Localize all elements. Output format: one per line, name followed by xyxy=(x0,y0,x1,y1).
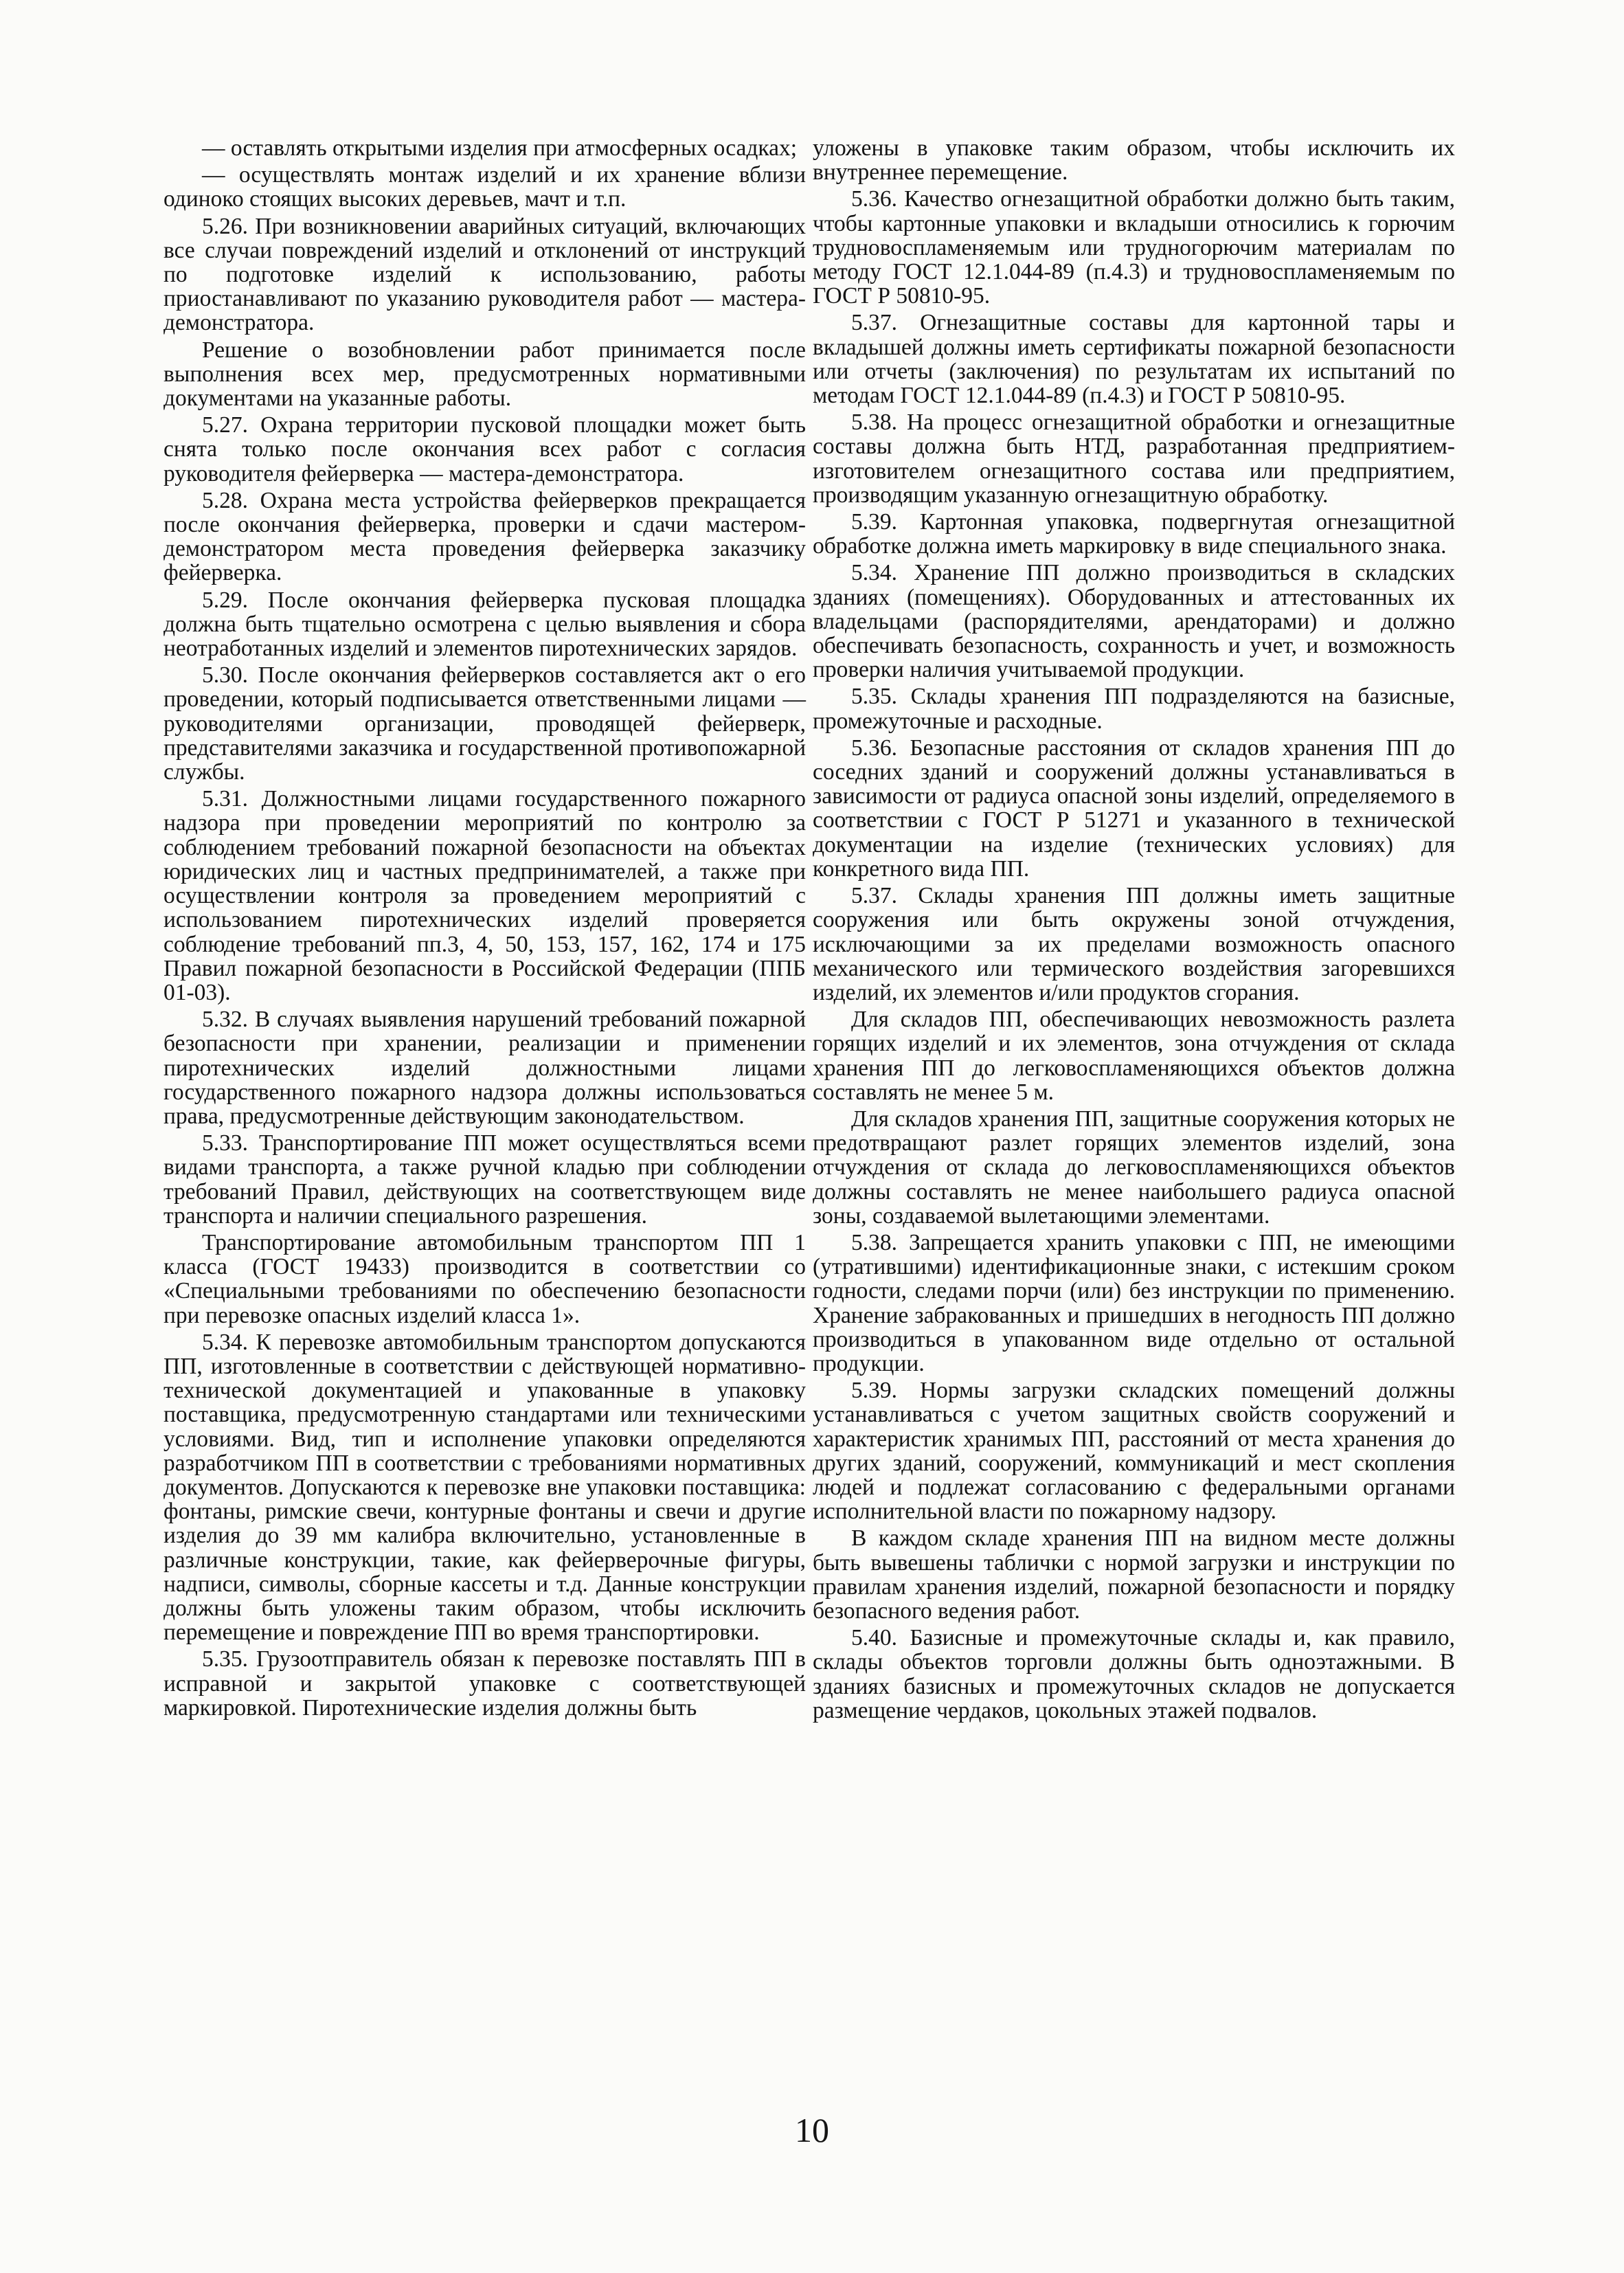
paragraph: 5.34. К перевозке автомобильным транспортом допускаются ПП, изготовленные в соответствии с действующей нормативно-технической документацией и упакованные в упаковку поставщика, предусмотренную стандартами или техническими условиями. Вид, тип и исполнение упаковки определяются разработчиком ПП в соответствии с требованиями нормативных документов. Допускаются к перевозке вне упаковки поставщика: фонтаны, римские свечи, контурные фонтаны и свечи и другие изделия до 39 мм калибра включительно, установленные в различные конструкции, такие, как фейерверочные фигуры, надписи, символы, сборные кассеты и т.д. Данные конструкции должны быть уложены таким образом, чтобы исключить перемещение и повреждение ПП во время транспортировки. xyxy=(163,1329,806,1646)
paragraph: Для складов хранения ПП, защитные сооружения которых не предотвращают разлет горящих элементов изделий, зона отчуждения от склада до легковоспламеняющихся объектов должны составлять не менее наибольшего радиуса опасной зоны, создаваемой вылетающими элементами. xyxy=(813,1106,1455,1229)
paragraph: 5.37. Огнезащитные составы для картонной тары и вкладышей должны иметь сертификаты пожарной безопасности или отчеты (заключения) по результатам их испытаний по методам ГОСТ 12.1.044-89 (п.4.3) и ГОСТ Р 50810-95. xyxy=(813,310,1455,409)
paragraph: 5.38. Запрещается хранить упаковки с ПП, не имеющими (утратившими) идентификационные знаки, с истекшим сроком годности, следами порчи (или) без инструкции по применению. Хранение забракованных и пришедших в негодность ПП должно производиться в упакованном виде отдельно от остальной продукции. xyxy=(813,1229,1455,1376)
paragraph: 5.28. Охрана места устройства фейерверков прекращается после окончания фейерверка, проверки и сдачи мастером-демонстратором места проведения фейерверка заказчику фейерверка. xyxy=(163,487,806,586)
paragraph: 5.31. Должностными лицами государственного пожарного надзора при проведении мероприятий по контролю за соблюдением требований пожарной безопасности на объектах юридических лиц и частных предпринимателей, а также при осуществлении контроля за проведением мероприятий с использованием пиротехнических изделий проверяется соблюдение требований пп.3, 4, 50, 153, 157, 162, 174 и 175 Правил пожарной безопасности в Российской Федерации (ППБ 01-03). xyxy=(163,786,806,1005)
page-number: 10 xyxy=(795,2111,829,2149)
paragraph: 5.36. Качество огнезащитной обработки должно быть таким, чтобы картонные упаковки и вкладыши относились к горючим трудновоспламеняемым или трудногорючим материалам по методу ГОСТ 12.1.044-89 (п.4.3) и трудновоспламеняемым по ГОСТ Р 50810-95. xyxy=(813,186,1455,309)
paragraph: Решение о возобновлении работ принимается после выполнения всех мер, предусмотренных нормативными документами на указанные работы. xyxy=(163,337,806,412)
paragraph: 5.26. При возникновении аварийных ситуаций, включающих все случаи повреждений изделий и отклонений от инструкций по подготовке изделий к использованию, работы приостанавливают по указанию руководителя работ — мастера-демонстратора. xyxy=(163,213,806,336)
paragraph: 5.38. На процесс огнезащитной обработки и огнезащитные составы должна быть НТД, разработанная предприятием-изготовителем огнезащитного состава или предприятием, производящим указанную огнезащитную обработку. xyxy=(813,410,1455,508)
paragraph: Для складов ПП, обеспечивающих невозможность разлета горящих изделий и их элементов, зона отчуждения от склада хранения ПП до легковоспламеняющихся объектов должна составлять не менее 5 м. xyxy=(813,1007,1455,1105)
paragraph: 5.40. Базисные и промежуточные склады и, как правило, склады объектов торговли должны быть одноэтажными. В зданиях базисных и промежуточных складов не допускается размещение чердаков, цокольных этажей подвалов. xyxy=(813,1625,1455,1723)
paragraph: 5.30. После окончания фейерверков составляется акт о его проведении, который подписывается ответственными лицами — руководителями организации, проводящей фейерверк, представителями заказчика и государственной противопожарной службы. xyxy=(163,662,806,785)
paragraph: 5.34. Хранение ПП должно производиться в складских зданиях (помещениях). Оборудованных и аттестованных их владельцами (распорядителями, арендаторами) и должно обеспечивать безопасность, сохранность и учет, и возможность проверки наличия учитываемой продукции. xyxy=(813,560,1455,683)
paragraph: 5.27. Охрана территории пусковой площадки может быть снята только после окончания всех работ с согласия руководителя фейерверка — мастера-демонстратора. xyxy=(163,412,806,486)
paragraph: 5.36. Безопасные расстояния от складов хранения ПП до соседних зданий и сооружений должны устанавливаться в зависимости от радиуса опасной зоны изделий, определяемого в соответствии с ГОСТ Р 51271 и указанного в технической документации на изделие (технических условиях) для конкретного вида ПП. xyxy=(813,735,1455,882)
paragraph: 5.39. Картонная упаковка, подвергнутая огнезащитной обработке должна иметь маркировку в виде специального знака. xyxy=(813,509,1455,559)
paragraph: 5.37. Склады хранения ПП должны иметь защитные сооружения или быть окружены зоной отчуждения, исключающими за их пределами возможность опасного механического или термического воздействия загоревшихся изделий, их элементов и/или продуктов сгорания. xyxy=(813,883,1455,1005)
paragraph: Транспортирование автомобильным транспортом ПП 1 класса (ГОСТ 19433) производится в соответствии со «Специальными требованиями по обеспечению безопасности при перевозке опасных изделий класса 1». xyxy=(163,1229,806,1328)
paragraph: 5.29. После окончания фейерверка пусковая площадка должна быть тщательно осмотрена с целью выявления и сбора неотработанных изделий и элементов пиротехнических зарядов. xyxy=(163,587,806,662)
paragraph-continuation: уложены в упаковке таким образом, чтобы исключить их внутреннее перемещение. xyxy=(813,135,1455,186)
paragraph: 5.39. Нормы загрузки складских помещений должны устанавливаться с учетом защитных свойств сооружений и характеристик хранимых ПП, расстояний от места хранения до других зданий, сооружений, коммуникаций и мест скопления людей и подлежат согласованию с федеральными органами исполнительной власти по пожарному надзору. xyxy=(813,1378,1455,1525)
paragraph: 5.32. В случаях выявления нарушений требований пожарной безопасности при хранении, реализации и применении пиротехнических изделий должностными лицами государственного пожарного надзора должны использоваться права, предусмотренные действующим законодательством. xyxy=(163,1007,806,1129)
paragraph: 5.35. Склады хранения ПП подразделяются на базисные, промежуточные и расходные. xyxy=(813,684,1455,734)
paragraph: 5.33. Транспортирование ПП может осуществляться всеми видами транспорта, а также ручной кладью при соблюдении требований Правил, действующих на соответствующем виде транспорта и наличии специального разрешения. xyxy=(163,1130,806,1229)
right-column xyxy=(813,136,1455,1725)
paragraph: — осуществлять монтаж изделий и их хранение вблизи одиноко стоящих высоких деревьев, мачт и т.п. xyxy=(163,162,806,212)
paragraph: В каждом складе хранения ПП на видном месте должны быть вывешены таблички с нормой загрузки и инструкции по правилам хранения изделий, пожарной безопасности и порядку безопасного ведения работ. xyxy=(813,1525,1455,1624)
paragraph: — оставлять открытыми изделия при атмосферных осадках; xyxy=(202,135,798,161)
paragraph: 5.35. Грузоотправитель обязан к перевозке поставлять ПП в исправной и закрытой упаковке с соответствующей маркировкой. Пиротехнические изделия должны быть xyxy=(163,1646,806,1721)
left-column xyxy=(163,136,806,1723)
